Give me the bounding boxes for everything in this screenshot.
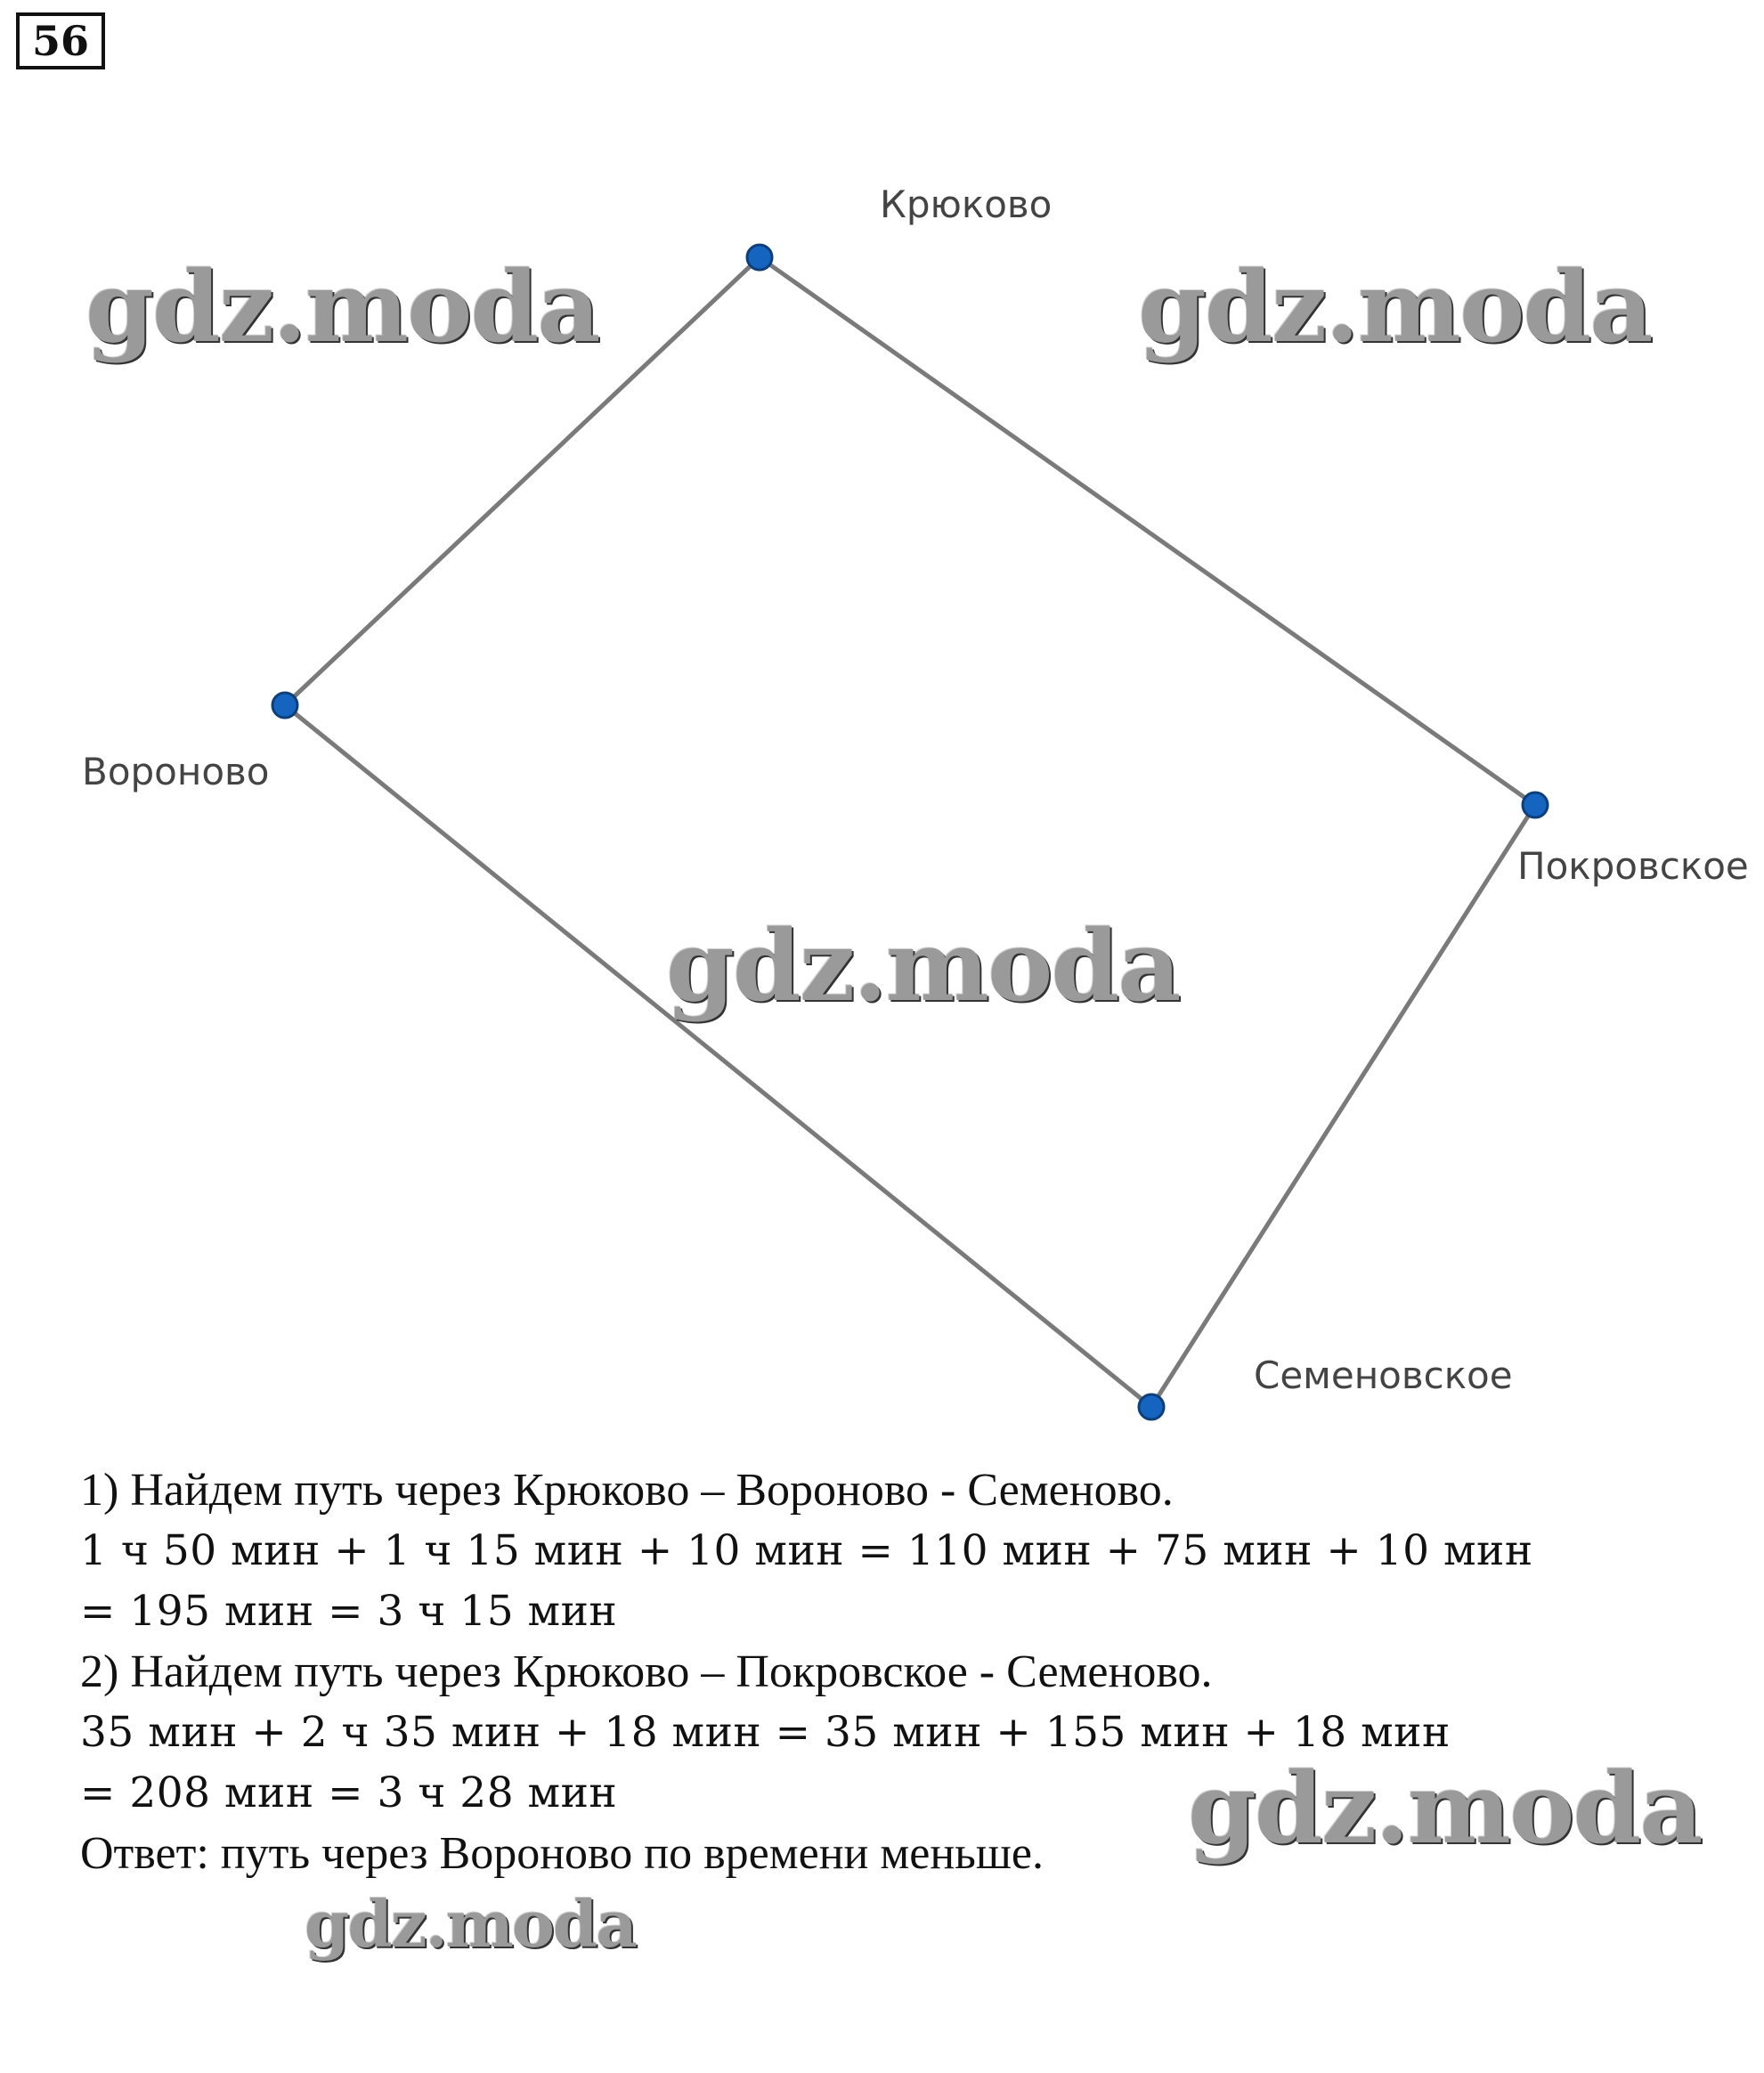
step1-result: = 195 мин = 3 ч 15 мин xyxy=(80,1587,618,1636)
node-pokrovskoe xyxy=(1523,793,1548,817)
label-semenovskoe: Семеновское xyxy=(1254,1354,1513,1397)
label-voronovo: Вороново xyxy=(82,750,270,793)
node-semenovskoe xyxy=(1139,1394,1164,1419)
solution-text xyxy=(80,1460,1683,1884)
step2-calc: 35 мин + 2 ч 35 мин + 18 мин = 35 мин + 155 мин + 18 мин xyxy=(80,1708,1451,1757)
task-number: 56 xyxy=(16,12,105,69)
watermark-bottom-right: gdz.moda xyxy=(1188,1751,1702,1866)
watermark-top-right: gdz.moda xyxy=(1138,249,1652,364)
watermark-center: gdz.moda xyxy=(666,908,1180,1023)
step1-calc: 1 ч 50 мин + 1 ч 15 мин + 10 мин = 110 мин + 75 мин + 10 мин xyxy=(80,1526,1533,1575)
node-kryukovo xyxy=(747,245,772,270)
step2-title: 2) Найдем путь через Крюково – Покровское - Семеново. xyxy=(80,1646,1213,1697)
step1-title: 1) Найдем путь через Крюково – Вороново - Семеново. xyxy=(80,1465,1174,1516)
edge-pokrovskoe-semenovskoe xyxy=(1151,805,1535,1407)
label-kryukovo: Крюково xyxy=(880,183,1053,226)
edge-voronovo-semenovskoe xyxy=(285,705,1151,1407)
step2-result: = 208 мин = 3 ч 28 мин xyxy=(80,1768,618,1817)
watermark-bottom-left: gdz.moda xyxy=(305,1886,636,1962)
node-voronovo xyxy=(272,693,297,718)
label-pokrovskoe: Покровское xyxy=(1517,844,1749,888)
answer: Ответ: путь через Вороново по времени меньше. xyxy=(80,1828,1044,1879)
watermark-top-left: gdz.moda xyxy=(85,249,599,364)
